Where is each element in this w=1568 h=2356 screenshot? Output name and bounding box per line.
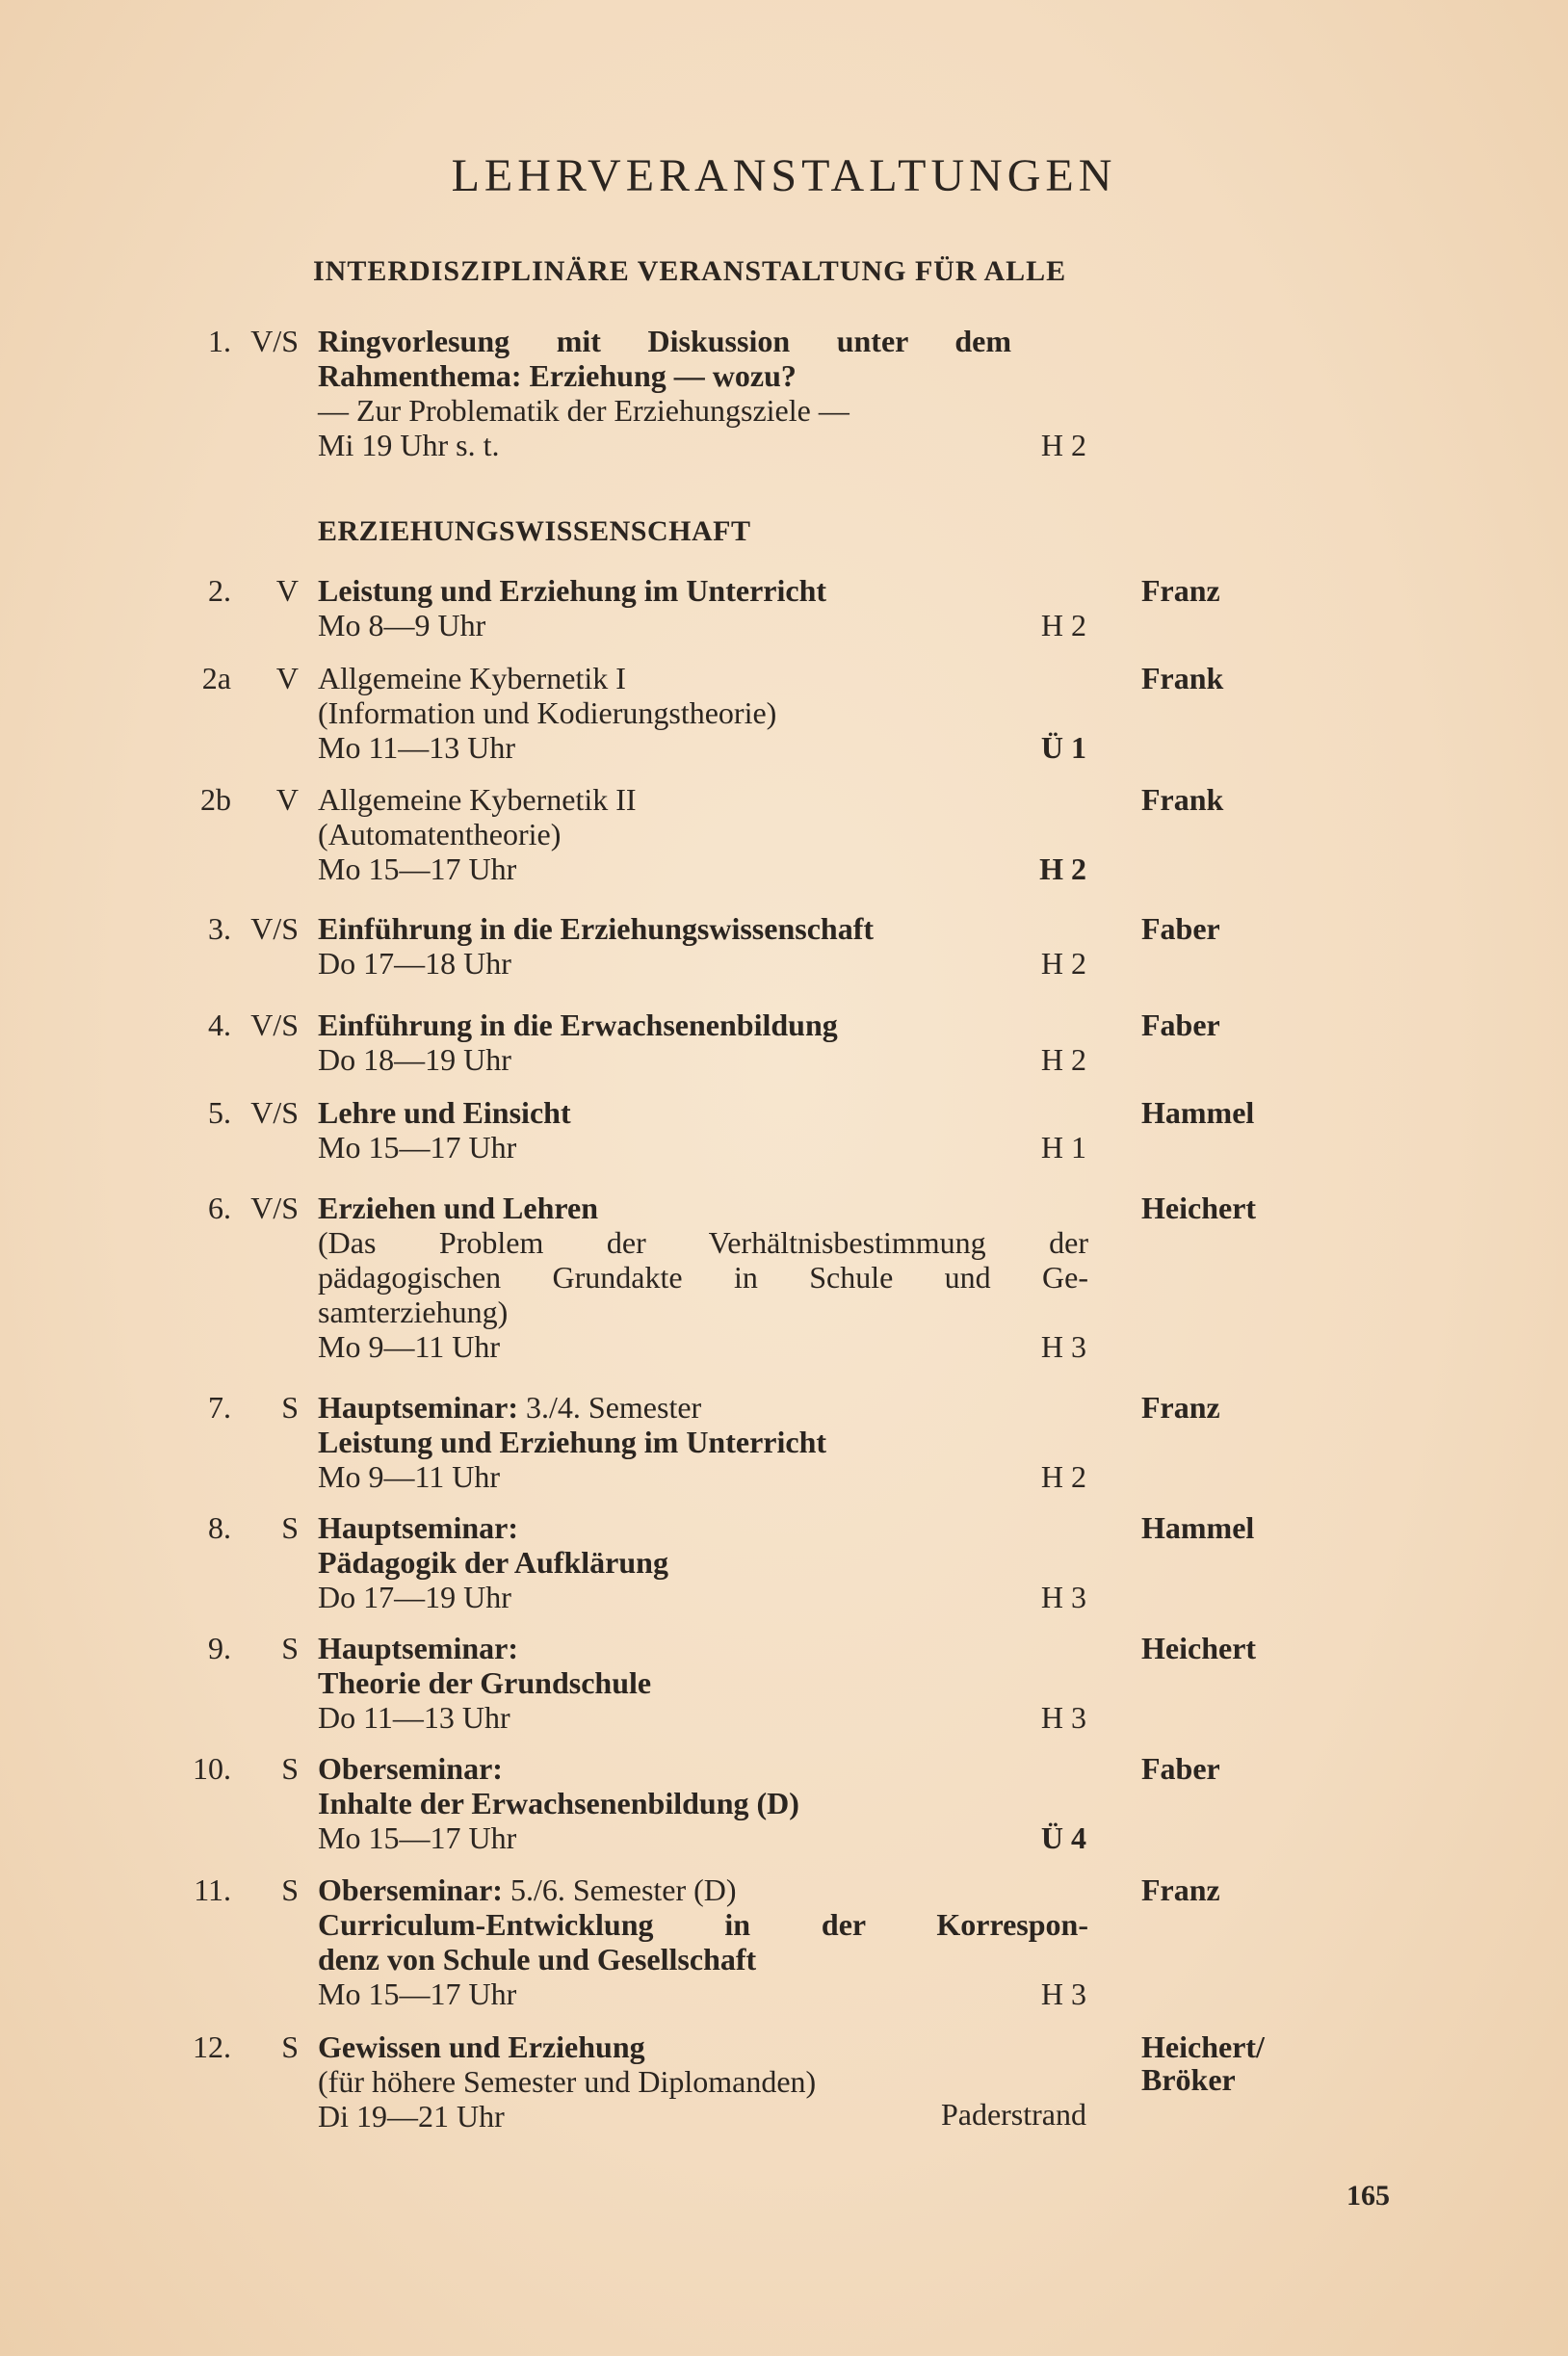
course-type: S (281, 1751, 299, 1786)
course-title: Inhalte der Erwachsenenbildung (D) (318, 1786, 799, 1820)
course-body (318, 661, 1088, 765)
course-title: Pädagogik der Aufklärung (318, 1545, 668, 1580)
course-title: Gewissen und Erziehung (318, 2029, 645, 2064)
section-heading-interdisciplinary: INTERDISZIPLINÄRE VERANSTALTUNG FÜR ALLE (313, 255, 1067, 287)
course-label-detail: 5./6. Semester (D) (502, 1872, 737, 1907)
course-room: H 3 (1040, 1580, 1086, 1614)
course-body (318, 573, 1088, 642)
course-time: Mo 8—9 Uhr (318, 608, 486, 642)
course-type: S (281, 1390, 299, 1425)
course-label: Oberseminar: (318, 1872, 503, 1907)
course-room: H 2 (1040, 1459, 1086, 1494)
course-type: V (275, 661, 299, 695)
course-number: 8. (208, 1510, 231, 1545)
course-room: H 2 (1040, 608, 1086, 642)
course-title: Einführung in die Erziehungswissenschaft (318, 911, 875, 946)
course-lecturer: Frank (1141, 782, 1224, 817)
course-title: Theorie der Grundschule (318, 1665, 652, 1700)
course-label-line (318, 1390, 1088, 1425)
course-number: 11. (194, 1872, 231, 1907)
course-label: Hauptseminar: (318, 1390, 518, 1425)
course-description-line: pädagogischen Grundakte in Schule und Ge- (318, 1260, 1088, 1295)
page-title: LEHRVERANSTALTUNGEN (451, 150, 1117, 201)
course-type: V/S (250, 1191, 299, 1225)
course-time: Do 17—18 Uhr (318, 946, 511, 981)
course-title-line: Ringvorlesung mit Diskussion unter dem (318, 324, 1011, 358)
course-time: Mo 11—13 Uhr (318, 730, 516, 765)
course-lecturer: Heichert (1141, 1631, 1257, 1665)
course-number: 2a (201, 661, 231, 695)
course-number: 5. (208, 1095, 231, 1130)
course-type: S (281, 1510, 299, 1545)
course-type: S (281, 2029, 299, 2064)
course-lecturer: Hammel (1141, 1510, 1255, 1545)
course-lecturer: Faber (1141, 1751, 1220, 1786)
course-title: Lehre und Einsicht (318, 1095, 571, 1130)
course-time: Do 17—19 Uhr (318, 1580, 511, 1614)
course-lecturer: Frank (1141, 661, 1224, 695)
page-number: 165 (1346, 2180, 1390, 2212)
course-title: Leistung und Erziehung im Unterricht (318, 573, 827, 608)
course-number: 12. (193, 2029, 231, 2064)
course-body (318, 1872, 1088, 2011)
course-body (318, 324, 1011, 462)
course-number: 3. (208, 911, 231, 946)
course-room: H 1 (1040, 1130, 1086, 1165)
course-number: 2b (200, 782, 231, 817)
course-type: V/S (250, 1008, 299, 1042)
course-type: S (281, 1631, 299, 1665)
course-title-line: Curriculum-Entwicklung in der Korrespon- (318, 1907, 1088, 1942)
course-lecturer: Faber (1141, 1008, 1220, 1042)
course-number: 6. (208, 1191, 231, 1225)
course-time: Mo 9—11 Uhr (318, 1459, 501, 1494)
course-lecturer: Faber (1141, 911, 1220, 946)
course-body (318, 1095, 1088, 1165)
course-body (318, 1631, 1088, 1735)
course-lecturer: Bröker (1141, 2062, 1236, 2097)
course-number: 10. (193, 1751, 231, 1786)
course-body (318, 911, 1088, 981)
course-description-line: (Das Problem der Verhältnisbestimmung der (318, 1225, 1088, 1260)
course-body (318, 1390, 1088, 1494)
course-type: V/S (250, 1095, 299, 1130)
course-title: Allgemeine Kybernetik I (318, 661, 626, 695)
course-title: Einführung in die Erwachsenenbildung (318, 1008, 838, 1042)
course-subtitle: (Information und Kodierungstheorie) (318, 695, 777, 730)
course-body (318, 1510, 1088, 1614)
course-label: Hauptseminar: (318, 1631, 518, 1665)
course-label: Hauptseminar: (318, 1510, 518, 1545)
course-title: Leistung und Erziehung im Unterricht (318, 1425, 827, 1459)
course-room: Ü 4 (1040, 1820, 1086, 1855)
course-label-detail: 3./4. Semester (518, 1390, 702, 1425)
course-type: V/S (250, 911, 299, 946)
course-lecturer: Hammel (1141, 1095, 1255, 1130)
course-room: H 3 (1040, 1700, 1086, 1735)
course-room: H 2 (1040, 946, 1086, 981)
course-lecturer: Franz (1141, 1390, 1220, 1425)
course-room: Ü 1 (1040, 730, 1086, 765)
course-number: 9. (208, 1631, 231, 1665)
course-number: 2. (208, 573, 231, 608)
course-room: H 3 (1040, 1329, 1086, 1364)
course-room: H 3 (1040, 1976, 1086, 2011)
course-title-line: Rahmenthema: Erziehung — wozu? (318, 358, 797, 393)
course-lecturer: Franz (1141, 573, 1220, 608)
course-subtitle: (für höhere Semester und Diplomanden) (318, 2064, 817, 2099)
course-label: Oberseminar: (318, 1751, 503, 1786)
course-number: 4. (208, 1008, 231, 1042)
course-time: Mo 15—17 Uhr (318, 1130, 517, 1165)
course-room: H 2 (1040, 428, 1086, 462)
course-time: Do 11—13 Uhr (318, 1700, 510, 1735)
course-body (318, 782, 1088, 886)
course-body (318, 1191, 1088, 1364)
course-room: H 2 (1039, 851, 1086, 886)
course-time: Mo 15—17 Uhr (318, 851, 517, 886)
course-lecturer: Heichert/ (1141, 2029, 1265, 2064)
course-number: 1. (208, 324, 231, 358)
course-description-line: samterziehung) (318, 1295, 509, 1329)
course-title-line: denz von Schule und Gesellschaft (318, 1942, 757, 1976)
course-lecturer: Franz (1141, 1872, 1220, 1907)
course-time: Di 19—21 Uhr (318, 2099, 505, 2133)
course-number: 7. (208, 1390, 231, 1425)
course-title: Erziehen und Lehren (318, 1191, 598, 1225)
course-body (318, 1008, 1088, 1077)
course-room: H 2 (1040, 1042, 1086, 1077)
section-heading-education: ERZIEHUNGSWISSENSCHAFT (318, 515, 751, 547)
course-time: Mo 15—17 Uhr (318, 1820, 517, 1855)
course-time: Mi 19 Uhr s. t. (318, 428, 500, 462)
course-type: V/S (250, 324, 299, 358)
course-room: Paderstrand (940, 2097, 1086, 2132)
course-time: Mo 15—17 Uhr (318, 1976, 517, 2011)
course-body (318, 1751, 1088, 1855)
course-time: Do 18—19 Uhr (318, 1042, 511, 1077)
course-subtitle: — Zur Problematik der Erziehungsziele — (318, 393, 849, 428)
course-title: Allgemeine Kybernetik II (318, 782, 637, 817)
course-type: S (281, 1872, 299, 1907)
course-type: V (275, 573, 299, 608)
course-lecturer: Heichert (1141, 1191, 1257, 1225)
course-type: V (275, 782, 299, 817)
course-label-line (318, 1872, 1088, 1907)
course-time: Mo 9—11 Uhr (318, 1329, 501, 1364)
course-subtitle: (Automatentheorie) (318, 817, 562, 851)
